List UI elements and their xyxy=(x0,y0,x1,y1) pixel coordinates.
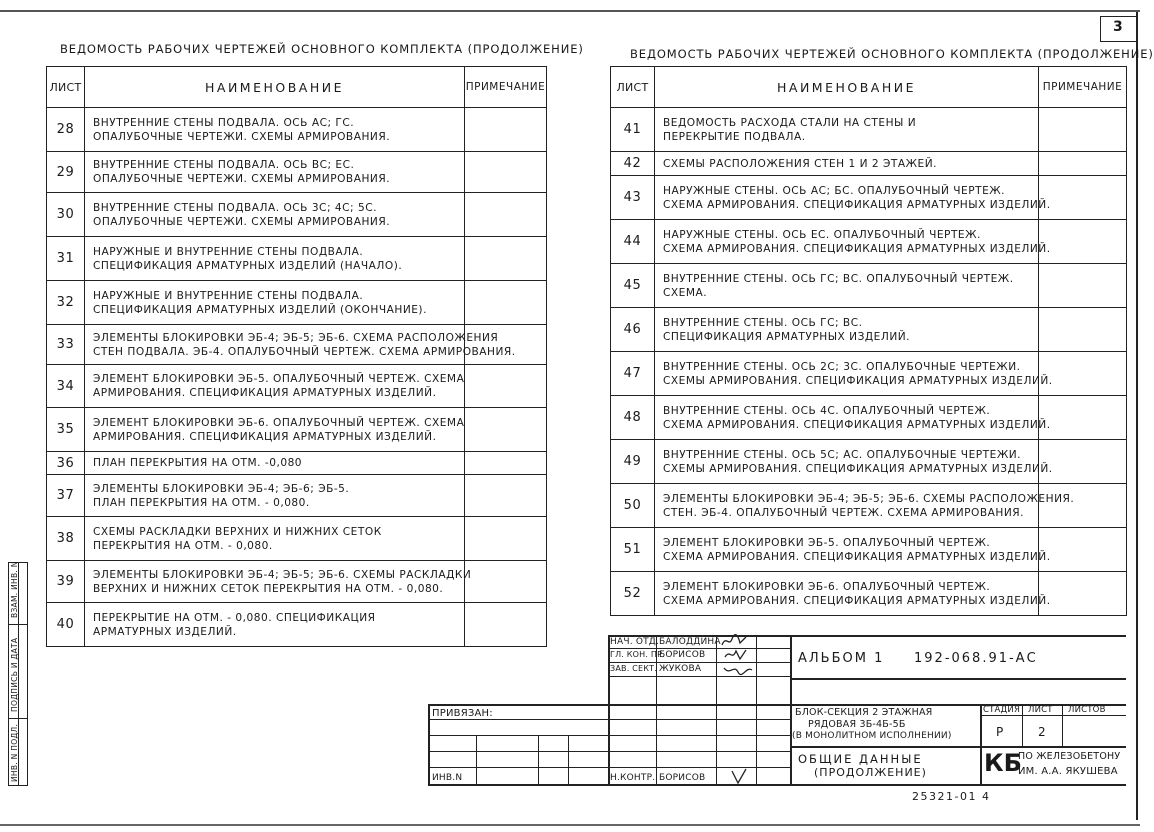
table-row xyxy=(611,152,1127,176)
drawing-name-cell xyxy=(85,452,465,475)
table-header-row xyxy=(47,67,547,108)
note-cell xyxy=(1039,352,1127,396)
note-cell xyxy=(465,517,547,561)
drawing-name-line: СХЕМЫ АРМИРОВАНИЯ. СПЕЦИФИКАЦИЯ АРМАТУРНЫХ ИЗДЕЛИЙ. xyxy=(663,374,1053,387)
drawing-name-line: ВНУТРЕННИЕ СТЕНЫ ПОДВАЛА. ОСЬ 3С; 4С; 5С. xyxy=(93,201,377,214)
drawing-name-line: СХЕМА. xyxy=(663,286,708,299)
drawing-name-line: СХЕМА АРМИРОВАНИЯ. СПЕЦИФИКАЦИЯ АРМАТУРНЫХ ИЗДЕЛИЙ. xyxy=(663,550,1051,563)
drawing-name-line: ОПАЛУБОЧНЫЕ ЧЕРТЕЖИ. СХЕМЫ АРМИРОВАНИЯ. xyxy=(93,130,391,143)
left-table-title: ВЕДОМОСТЬ РАБОЧИХ ЧЕРТЕЖЕЙ ОСНОВНОГО КОМПЛЕКТА (ПРОДОЛЖЕНИЕ) xyxy=(60,42,584,56)
drawing-name-cell xyxy=(85,152,465,193)
sheet-number-cell: 32 xyxy=(47,281,85,325)
table-row xyxy=(611,396,1127,440)
drawing-name-line: ПЕРЕКРЫТИЕ ПОДВАЛА. xyxy=(663,130,806,143)
note-cell xyxy=(1039,220,1127,264)
sheet-number-cell: 39 xyxy=(47,561,85,603)
sheet-number-cell: 42 xyxy=(611,152,655,176)
staff-name: БОРИСОВ xyxy=(659,650,706,660)
table-row xyxy=(47,365,547,408)
table-row xyxy=(611,528,1127,572)
sheet-number-cell: 34 xyxy=(47,365,85,408)
sheet-number-cell: 29 xyxy=(47,152,85,193)
archive-number: 25321-01 4 xyxy=(912,790,991,803)
inv-label: ИНВ.N xyxy=(432,773,463,783)
sheets-label: ЛИСТОВ xyxy=(1068,705,1106,715)
note-cell xyxy=(465,408,547,452)
organization-logo: КБ xyxy=(984,749,1022,777)
drawing-name-line: ОПАЛУБОЧНЫЕ ЧЕРТЕЖИ. СХЕМЫ АРМИРОВАНИЯ. xyxy=(93,215,391,228)
note-cell xyxy=(465,281,547,325)
sheet-number-cell: 44 xyxy=(611,220,655,264)
staff-role: ЗАВ. СЕКТ. xyxy=(610,664,657,673)
note-cell xyxy=(1039,528,1127,572)
n-control-name: БОРИСОВ xyxy=(659,773,706,783)
top-rule xyxy=(0,10,1140,12)
title-block xyxy=(428,635,1126,785)
project-line-1: БЛОК-СЕКЦИЯ 2 ЭТАЖНАЯ xyxy=(795,707,933,718)
right-rule xyxy=(1136,12,1138,820)
drawing-name-line: ЭЛЕМЕНТ БЛОКИРОВКИ ЭБ-5. ОПАЛУБОЧНЫЙ ЧЕРТЕЖ. xyxy=(663,536,991,549)
project-line-3: (В МОНОЛИТНОМ ИСПОЛНЕНИИ) xyxy=(792,731,952,741)
sheet-number-cell: 30 xyxy=(47,193,85,237)
drawing-name-line: АРМАТУРНЫХ ИЗДЕЛИЙ. xyxy=(93,625,237,638)
drawing-name-line: АРМИРОВАНИЯ. СПЕЦИФИКАЦИЯ АРМАТУРНЫХ ИЗДЕЛИЙ. xyxy=(93,387,437,399)
table-row xyxy=(611,308,1127,352)
table-row xyxy=(47,561,547,603)
table-row xyxy=(611,108,1127,152)
drawing-name-line: ВНУТРЕННИЕ СТЕНЫ ПОДВАЛА. ОСЬ ВС; ЕС. xyxy=(93,159,355,171)
organization-line-1: ПО ЖЕЛЕЗОБЕТОНУ xyxy=(1018,751,1121,762)
drawing-name-cell xyxy=(85,603,465,647)
note-cell xyxy=(1039,264,1127,308)
drawing-name-line: ВНУТРЕННИЕ СТЕНЫ. ОСЬ 4С. ОПАЛУБОЧНЫЙ ЧЕРТЕЖ. xyxy=(663,404,991,417)
drawing-name-line: НАРУЖНЫЕ СТЕНЫ. ОСЬ ЕС. ОПАЛУБОЧНЫЙ ЧЕРТЕЖ. xyxy=(663,228,981,241)
sheet-number-cell: 40 xyxy=(47,603,85,647)
table-row xyxy=(611,572,1127,616)
note-cell xyxy=(1039,108,1127,152)
drawing-name-cell xyxy=(655,152,1039,176)
sheet-number-cell: 41 xyxy=(611,108,655,152)
note-cell xyxy=(1039,152,1127,176)
side-label-sign: ПОДПИСЬ И ДАТА xyxy=(10,637,19,712)
bottom-rule xyxy=(0,824,1140,826)
drawing-name-cell xyxy=(85,408,465,452)
drawing-name-cell xyxy=(85,193,465,237)
right-table-title: ВЕДОМОСТЬ РАБОЧИХ ЧЕРТЕЖЕЙ ОСНОВНОГО КОМПЛЕКТА (ПРОДОЛЖЕНИЕ) xyxy=(630,47,1154,61)
sheet-label: ЛИСТ xyxy=(1028,705,1053,715)
side-label-inv: ИНВ. N ПОДЛ. xyxy=(10,723,19,782)
drawing-name-line: СПЕЦИФИКАЦИЯ АРМАТУРНЫХ ИЗДЕЛИЙ. xyxy=(663,330,911,343)
table-row xyxy=(47,517,547,561)
organization-line-2: ИМ. А.А. ЯКУШЕВА xyxy=(1018,766,1118,777)
table-row xyxy=(47,452,547,475)
drawing-name-line: НАРУЖНЫЕ И ВНУТРЕННИЕ СТЕНЫ ПОДВАЛА. xyxy=(93,245,364,258)
drawing-name-line: НАРУЖНЫЕ СТЕНЫ. ОСЬ АС; БС. ОПАЛУБОЧНЫЙ ЧЕРТЕЖ. xyxy=(663,184,1006,197)
table-row xyxy=(611,484,1127,528)
note-cell xyxy=(1039,484,1127,528)
note-cell xyxy=(465,365,547,408)
side-strip-divider xyxy=(8,718,28,719)
drawing-name-line: СТЕН. ЭБ-4. ОПАЛУБОЧНЫЙ ЧЕРТЕЖ. СХЕМА АРМИРОВАНИЯ. xyxy=(663,506,1024,519)
note-cell xyxy=(1039,176,1127,220)
drawing-name-line: ВНУТРЕННИЕ СТЕНЫ. ОСЬ 5С; АС. ОПАЛУБОЧНЫЕ ЧЕРТЕЖИ. xyxy=(663,448,1022,461)
staff-name: ЖУКОВА xyxy=(659,664,702,674)
sheet-number-cell: 35 xyxy=(47,408,85,452)
table-row xyxy=(47,152,547,193)
side-strip-divider xyxy=(8,624,28,625)
document-code: 192-068.91-АС xyxy=(914,651,1038,666)
drawing-name-cell xyxy=(85,325,516,365)
drawing-name-cell xyxy=(655,108,1039,152)
signature-icon xyxy=(728,767,752,785)
drawing-name-line: ЭЛЕМЕНТЫ БЛОКИРОВКИ ЭБ-4; ЭБ-5; ЭБ-6. СХЕМА РАСПОЛОЖЕНИЯ xyxy=(93,331,499,344)
drawing-name-line: ПЕРЕКРЫТИЕ НА ОТМ. - 0,080. СПЕЦИФИКАЦИЯ xyxy=(93,611,376,624)
column-header-note: ПРИМЕЧАНИЕ xyxy=(465,67,547,108)
drawing-name-cell xyxy=(655,528,1051,572)
drawing-name-line: ЭЛЕМЕНТЫ БЛОКИРОВКИ ЭБ-4; ЭБ-5; ЭБ-6. СХЕМЫ РАСКЛАДКИ xyxy=(93,568,472,581)
table-row xyxy=(47,325,547,365)
table-row xyxy=(611,352,1127,396)
right-drawing-list xyxy=(610,66,1127,616)
drawing-name-line: ЭЛЕМЕНТ БЛОКИРОВКИ ЭБ-6. ОПАЛУБОЧНЫЙ ЧЕРТЕЖ. СХЕМА xyxy=(93,416,465,429)
table-header-row xyxy=(611,67,1127,108)
drawing-name-cell xyxy=(655,352,1053,396)
drawing-name-cell xyxy=(85,475,465,517)
sheet-number: 3 xyxy=(1113,19,1124,35)
drawing-name-line: ПЛАН ПЕРЕКРЫТИЯ НА ОТМ. - 0,080. xyxy=(93,496,310,509)
drawing-name-line: ВЕДОМОСТЬ РАСХОДА СТАЛИ НА СТЕНЫ И xyxy=(663,116,917,129)
sheet-number-cell: 46 xyxy=(611,308,655,352)
drawing-name-line: СХЕМЫ РАСПОЛОЖЕНИЯ СТЕН 1 И 2 ЭТАЖЕЙ. xyxy=(663,157,937,170)
note-cell xyxy=(465,452,547,475)
drawing-name-line: ВНУТРЕННИЕ СТЕНЫ. ОСЬ 2С; 3С. ОПАЛУБОЧНЫЕ ЧЕРТЕЖИ. xyxy=(663,360,1021,373)
drawing-name-line: СТЕН ПОДВАЛА. ЭБ-4. ОПАЛУБОЧНЫЙ ЧЕРТЕЖ. СХЕМА АРМИРОВАНИЯ. xyxy=(93,345,516,358)
drawing-name-line: ВНУТРЕННИЕ СТЕНЫ ПОДВАЛА. ОСЬ АС; ГС. xyxy=(93,116,355,129)
sheet-number-cell: 50 xyxy=(611,484,655,528)
note-cell xyxy=(465,561,547,603)
drawing-name-line: ЭЛЕМЕНТ БЛОКИРОВКИ ЭБ-5. ОПАЛУБОЧНЫЙ ЧЕРТЕЖ. СХЕМА xyxy=(93,373,465,385)
drawing-name-cell xyxy=(655,220,1051,264)
sheet-number-cell: 51 xyxy=(611,528,655,572)
sheet-value: 2 xyxy=(1038,725,1046,739)
signature-icon xyxy=(722,647,752,663)
binding-label: ПРИВЯЗАН: xyxy=(432,708,493,719)
drawing-name-cell xyxy=(655,440,1053,484)
sheet-title-line-2: (ПРОДОЛЖЕНИЕ) xyxy=(814,766,927,779)
stage-value: Р xyxy=(996,725,1004,739)
table-row xyxy=(47,108,547,152)
drawing-name-cell xyxy=(85,281,465,325)
drawing-name-line: ЭЛЕМЕНТЫ БЛОКИРОВКИ ЭБ-4; ЭБ-6; ЭБ-5. xyxy=(93,482,350,495)
drawing-name-line: ЭЛЕМЕНТ БЛОКИРОВКИ ЭБ-6. ОПАЛУБОЧНЫЙ ЧЕРТЕЖ. xyxy=(663,580,991,593)
drawing-name-cell xyxy=(85,237,465,281)
drawing-name-line: СХЕМА АРМИРОВАНИЯ. СПЕЦИФИКАЦИЯ АРМАТУРНЫХ ИЗДЕЛИЙ. xyxy=(663,198,1051,211)
left-drawing-list xyxy=(46,66,547,647)
note-cell xyxy=(465,108,547,152)
note-cell xyxy=(465,193,547,237)
drawing-name-line: НАРУЖНЫЕ И ВНУТРЕННИЕ СТЕНЫ ПОДВАЛА. xyxy=(93,289,364,302)
n-control-role: Н.КОНТР. xyxy=(610,773,656,783)
drawing-name-line: СХЕМА АРМИРОВАНИЯ. СПЕЦИФИКАЦИЯ АРМАТУРНЫХ ИЗДЕЛИЙ. xyxy=(663,594,1051,607)
sheet-number-cell: 31 xyxy=(47,237,85,281)
note-cell xyxy=(465,325,547,365)
sheet-number-cell: 43 xyxy=(611,176,655,220)
drawing-name-line: ПЛАН ПЕРЕКРЫТИЯ НА ОТМ. -0,080 xyxy=(93,457,303,469)
drawing-name-cell xyxy=(85,517,465,561)
signature-icon xyxy=(722,662,754,678)
drawing-name-line: СХЕМА АРМИРОВАНИЯ. СПЕЦИФИКАЦИЯ АРМАТУРНЫХ ИЗДЕЛИЙ. xyxy=(663,242,1051,255)
drawing-name-cell xyxy=(85,365,465,408)
sheet-number-cell: 33 xyxy=(47,325,85,365)
table-row xyxy=(47,193,547,237)
table-row xyxy=(611,176,1127,220)
drawing-name-line: СХЕМА АРМИРОВАНИЯ. СПЕЦИФИКАЦИЯ АРМАТУРНЫХ ИЗДЕЛИЙ. xyxy=(663,418,1051,431)
drawing-name-cell xyxy=(655,308,1039,352)
drawing-name-line: ВЕРХНИХ И НИЖНИХ СЕТОК ПЕРЕКРЫТИЯ НА ОТМ. - 0,080. xyxy=(93,582,444,595)
table-row xyxy=(47,237,547,281)
table-row xyxy=(611,264,1127,308)
album-label: АЛЬБОМ 1 xyxy=(798,651,885,666)
drawing-name-cell xyxy=(655,572,1051,616)
sheet-number-cell: 45 xyxy=(611,264,655,308)
sheet-number-cell: 28 xyxy=(47,108,85,152)
table-row xyxy=(47,408,547,452)
drawing-name-cell xyxy=(655,484,1075,528)
sheet-number-cell: 48 xyxy=(611,396,655,440)
note-cell xyxy=(1039,440,1127,484)
drawing-name-line: СХЕМЫ АРМИРОВАНИЯ. СПЕЦИФИКАЦИЯ АРМАТУРНЫХ ИЗДЕЛИЙ. xyxy=(663,462,1053,475)
drawing-name-line: ОПАЛУБОЧНЫЕ ЧЕРТЕЖИ. СХЕМЫ АРМИРОВАНИЯ. xyxy=(93,173,391,185)
table-row xyxy=(611,440,1127,484)
drawing-name-cell xyxy=(85,108,465,152)
drawing-name-line: ВНУТРЕННИЕ СТЕНЫ. ОСЬ ГС; ВС. ОПАЛУБОЧНЫЙ ЧЕРТЕЖ. xyxy=(663,272,1014,285)
drawing-name-line: СПЕЦИФИКАЦИЯ АРМАТУРНЫХ ИЗДЕЛИЙ (ОКОНЧАНИЕ). xyxy=(93,303,427,316)
drawing-name-line: АРМИРОВАНИЯ. СПЕЦИФИКАЦИЯ АРМАТУРНЫХ ИЗДЕЛИЙ. xyxy=(93,430,437,443)
note-cell xyxy=(465,237,547,281)
table-row xyxy=(47,475,547,517)
note-cell xyxy=(1039,396,1127,440)
table-row xyxy=(47,281,547,325)
sheet-number-cell: 38 xyxy=(47,517,85,561)
stage-label: СТАДИЯ xyxy=(983,705,1021,715)
drawing-name-cell xyxy=(655,176,1051,220)
drawing-name-line: ПЕРЕКРЫТИЯ НА ОТМ. - 0,080. xyxy=(93,539,273,552)
staff-role: НАЧ. ОТД. xyxy=(610,637,660,647)
sheet-number-cell: 36 xyxy=(47,452,85,475)
column-header-name: НАИМЕНОВАНИЕ xyxy=(85,67,465,108)
drawing-name-cell xyxy=(655,264,1039,308)
sheet-number-cell: 37 xyxy=(47,475,85,517)
sheet-title-line-1: ОБЩИЕ ДАННЫЕ xyxy=(798,752,923,766)
drawing-name-cell xyxy=(655,396,1051,440)
note-cell xyxy=(465,152,547,193)
table-row xyxy=(611,220,1127,264)
note-cell xyxy=(1039,308,1127,352)
drawing-name-line: СПЕЦИФИКАЦИЯ АРМАТУРНЫХ ИЗДЕЛИЙ (НАЧАЛО). xyxy=(93,259,403,272)
column-header-sheet: ЛИСТ xyxy=(47,67,85,108)
sheet-number-cell: 49 xyxy=(611,440,655,484)
drawing-name-cell xyxy=(85,561,472,603)
staff-role: ГЛ. КОН. ПР. xyxy=(610,650,665,659)
note-cell xyxy=(1039,572,1127,616)
column-header-note: ПРИМЕЧАНИЕ xyxy=(1039,67,1127,108)
sheet-number-cell: 47 xyxy=(611,352,655,396)
staff-name: БАЛОДДИНА xyxy=(659,637,721,647)
note-cell xyxy=(465,475,547,517)
sheet-number-cell: 52 xyxy=(611,572,655,616)
column-header-name: НАИМЕНОВАНИЕ xyxy=(655,67,1039,108)
drawing-name-line: СХЕМЫ РАСКЛАДКИ ВЕРХНИХ И НИЖНИХ СЕТОК xyxy=(93,525,382,538)
column-header-sheet: ЛИСТ xyxy=(611,67,655,108)
drawing-name-line: ЭЛЕМЕНТЫ БЛОКИРОВКИ ЭБ-4; ЭБ-5; ЭБ-6. СХЕМЫ РАСПОЛОЖЕНИЯ. xyxy=(663,492,1075,505)
side-label-replace: ВЗАМ. ИНВ. N xyxy=(10,561,19,618)
drawing-name-line: ВНУТРЕННИЕ СТЕНЫ. ОСЬ ГС; ВС. xyxy=(663,316,863,329)
project-line-2: РЯДОВАЯ 3Б-4Б-5Б xyxy=(808,719,906,730)
